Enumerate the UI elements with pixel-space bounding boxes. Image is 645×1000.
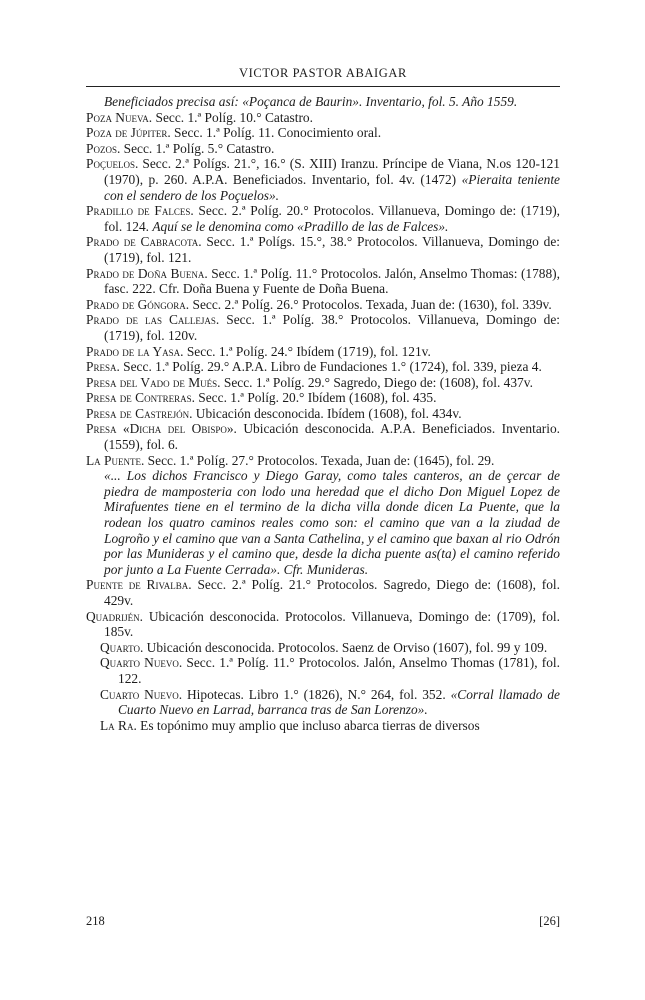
toponym: Prado de Doña Buena. xyxy=(86,265,208,281)
toponym: Prado de la Yasa. xyxy=(86,343,184,359)
quotation-text: «... Los dichos Francisco y Diego Garay, como tales canteros, an de çercar de piedra de mamposteria con lodo una heredad que el dicho Don Miguel Lopez de Mirafuentes tiene en el termino de la dicha villa donde dicen La Puente, que la rodean los quatro caminos reales como son: el camino que van a la ziudad de Logroño y el camino que van a Santa Cathelina, y el camino que baxan al rio Odrón por las Munideras y el camino que, desde la dicha puente as(ta) el camino referido por junto a La Fuente Cerrada». Cfr. Munideras. xyxy=(104,468,560,577)
toponym: Poza de Júpiter. xyxy=(86,125,171,141)
toponym: La Puente. xyxy=(86,452,145,468)
entry xyxy=(86,421,560,452)
entry xyxy=(86,406,560,422)
toponym: Prado de Góngora. xyxy=(86,296,190,312)
entry-text: Secc. 1.ª Políg. 24.° Ibídem (1719), fol. 121v. xyxy=(183,343,431,359)
entry-text: Secc. 1.ª Políg. 20.° Ibídem (1608), fol. 435. xyxy=(194,390,437,406)
entry-text: Ubicación desconocida. Ibídem (1608), fol. 434v. xyxy=(192,405,462,421)
toponym: Poçuelos. xyxy=(86,156,139,172)
entry-text: Secc. 2.ª Polígs. 21.°, 16.° (S. XIII) Iranzu. Príncipe de Viana, N.os 120-121 (1970), p. 260. A.P.A. Beneficiados. Inventario, fol. 4v. (1472) xyxy=(104,156,560,187)
toponym: Presa «Dicha del Obispo». xyxy=(86,421,237,437)
toponym: Pradillo de Falces. xyxy=(86,203,194,219)
entry-text: Secc. 1.ª Políg. 29.° Sagredo, Diego de: (1608), fol. 437v. xyxy=(220,374,533,390)
toponym: Quarto Nuevo. xyxy=(100,655,183,671)
entry-text: Ubicación desconocida. A.P.A. Beneficiados. Inventario. (1559), fol. 6. xyxy=(104,421,560,453)
entry-text: Secc. 1.ª Políg. 29.° A.P.A. Libro de Fundaciones 1.° (1724), fol. 339, pieza 4. xyxy=(119,359,542,375)
toponym: Presa de Contreras. xyxy=(86,390,195,406)
entry-text: Secc. 2.ª Políg. 21.° Protocolos. Sagredo, Diego de: (1608), fol. 429v. xyxy=(104,577,560,608)
entry-text: Secc. 1.ª Políg. 38.° Protocolos. Villanueva, Domingo de: (1719), fol. 120v. xyxy=(104,312,560,343)
header-rule xyxy=(86,86,560,87)
toponym: Presa. xyxy=(86,359,120,375)
entry-italic: Beneficiados precisa así: «Poçanca de Baurin». Inventario, fol. 5. Año 1559. xyxy=(104,94,518,109)
entry xyxy=(86,687,560,718)
entry xyxy=(86,453,560,469)
entry xyxy=(86,110,560,126)
entry xyxy=(86,344,560,360)
entry-text: Secc. 1.ª Políg. 10.° Catastro. xyxy=(152,109,313,125)
entry xyxy=(86,203,560,234)
entry-italic: Aquí se le denomina como «Pradillo de las de Falces». xyxy=(152,218,449,234)
toponym: Quarto. xyxy=(100,639,144,655)
entry xyxy=(86,609,560,640)
entry-italic: «Pieraita teniente con el sendero de los Poçuelos». xyxy=(104,171,560,203)
bracket-page-number: [26] xyxy=(539,914,560,928)
entry xyxy=(86,266,560,297)
entry xyxy=(86,312,560,343)
entry-text: Ubicación desconocida. Protocolos. Villanueva, Domingo de: (1709), fol. 185v. xyxy=(104,608,560,640)
entry xyxy=(86,141,560,157)
quotation xyxy=(86,468,560,577)
toponym: Cuarto Nuevo. xyxy=(100,686,183,702)
toponym: Presa del Vado de Mués. xyxy=(86,374,221,390)
entry xyxy=(86,125,560,141)
entry xyxy=(86,390,560,406)
entry xyxy=(86,234,560,265)
toponym: Quadrijén. xyxy=(86,608,144,624)
entry xyxy=(86,375,560,391)
entry xyxy=(86,359,560,375)
entry-text: Es topónimo muy amplio que incluso abarca tierras de diversos xyxy=(136,717,480,733)
entry-italic: «Corral llamado de Cuarto Nuevo en Larrad, barranca tras de San Lorenzo». xyxy=(118,686,561,718)
toponym: Poza Nueva. xyxy=(86,109,153,125)
entry-text: Secc. 1.ª Políg. 27.° Protocolos. Texada, Juan de: (1645), fol. 29. xyxy=(144,452,495,468)
entry xyxy=(86,577,560,608)
entry-text: Secc. 2.ª Políg. 26.° Protocolos. Texada, Juan de: (1630), fol. 339v. xyxy=(189,296,552,312)
entry xyxy=(86,297,560,313)
toponym: Prado de Cabracota. xyxy=(86,234,202,250)
entry-text: Hipotecas. Libro 1.° (1826), N.° 264, fol. 352. xyxy=(182,686,451,702)
toponym: La Ra. xyxy=(100,717,137,733)
entry-text: Secc. 1.ª Políg. 11. Conocimiento oral. xyxy=(170,125,382,141)
entry-text: Secc. 1.ª Políg. 5.° Catastro. xyxy=(120,140,275,156)
entry-text: Secc. 1.ª Polígs. 15.°, 38.° Protocolos. Villanueva, Domingo de: (1719), fol. 121. xyxy=(104,234,560,265)
page-number: 218 xyxy=(86,914,105,928)
toponym: Puente de Rivalba. xyxy=(86,577,192,593)
toponym: Pozos. xyxy=(86,140,121,156)
entry xyxy=(86,655,560,686)
entry-text: Ubicación desconocida. Protocolos. Saenz de Orviso (1607), fol. 99 y 109. xyxy=(143,639,548,655)
entry-text: Secc. 1.ª Políg. 11.° Protocolos. Jalón, Anselmo Thomas: (1788), fasc. 222. Cfr. Doña Buena y Fuente de Doña Buena. xyxy=(104,265,560,297)
entry xyxy=(86,640,560,656)
entry-list xyxy=(86,94,560,733)
running-header: VICTOR PASTOR ABAIGAR xyxy=(239,66,407,80)
toponym: Presa de Castrejón. xyxy=(86,405,193,421)
entry-continuation xyxy=(86,94,560,110)
entry xyxy=(86,718,560,734)
entry-text: Secc. 1.ª Políg. 11.° Protocolos. Jalón, Anselmo Thomas (1781), fol. 122. xyxy=(118,655,560,686)
entry xyxy=(86,156,560,203)
entry-text: Secc. 2.ª Políg. 20.° Protocolos. Villanueva, Domingo de: (1719), fol. 124. xyxy=(104,203,560,234)
toponym: Prado de las Callejas. xyxy=(86,312,220,328)
